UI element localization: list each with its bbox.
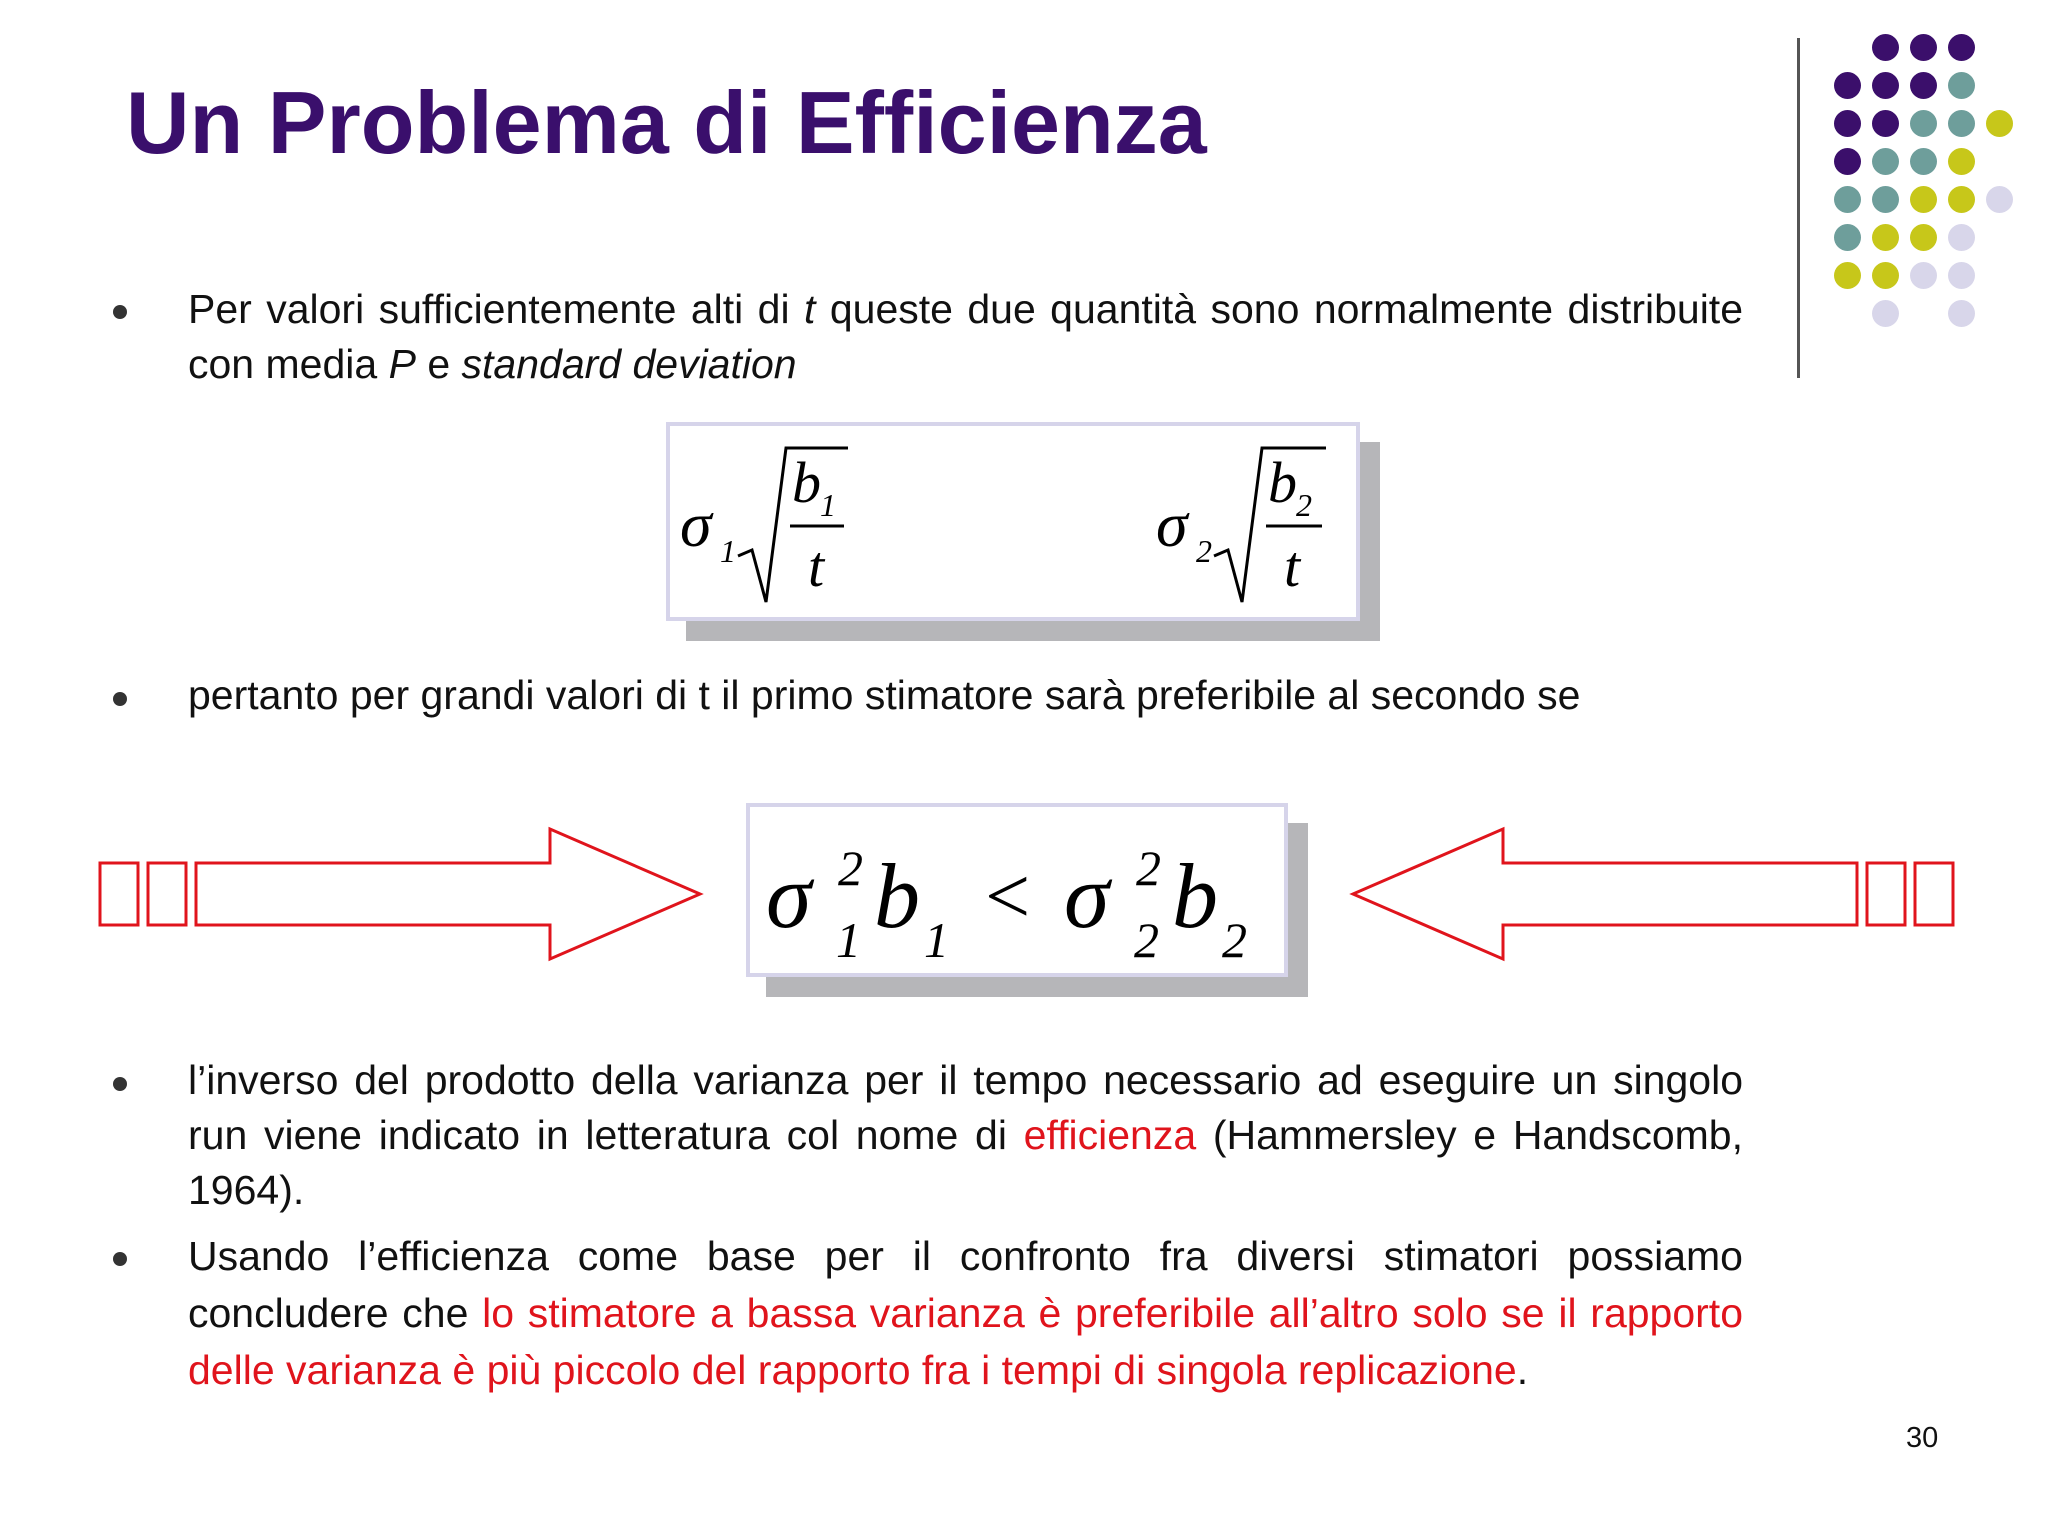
page-number: 30 <box>1906 1422 1939 1454</box>
sigma-superscript: 2 <box>1136 840 1161 896</box>
bullet-marker <box>113 305 127 319</box>
italic-text: standard deviation <box>461 341 797 387</box>
less-than-operator: < <box>980 853 1034 941</box>
decorative-dot <box>1948 262 1975 289</box>
highlighted-text: lo stimatore a bassa varianza è preferibile all’altro solo se il rapporto delle varianza è più piccolo del rapporto fra i tempi di singola replicazione <box>188 1290 1743 1393</box>
decorative-dot <box>1910 72 1937 99</box>
bullet-text <box>188 668 1743 723</box>
bullet-text <box>188 1228 1743 1399</box>
decorative-dot <box>1872 300 1899 327</box>
b-subscript: 2 <box>1222 912 1247 968</box>
text-run: e <box>415 341 462 387</box>
text-run: pertanto per grandi valori di t il primo stimatore sarà preferibile al secondo se <box>188 672 1581 718</box>
decorative-dot <box>1910 224 1937 251</box>
text-run: . <box>1516 1347 1529 1393</box>
decorative-dot <box>1910 148 1937 175</box>
decorative-dot <box>1910 110 1937 137</box>
formula-box-std-dev <box>666 422 1360 621</box>
sigma-subscript: 2 <box>1134 912 1159 968</box>
fraction-numerator-b: b <box>1268 450 1297 515</box>
decorative-dot <box>1872 262 1899 289</box>
sigma-symbol: σ <box>680 489 712 560</box>
sigma-superscript: 2 <box>838 840 863 896</box>
decorative-dot <box>1948 300 1975 327</box>
fraction-denominator-t: t <box>1284 534 1301 599</box>
italic-text: P <box>388 341 416 387</box>
decorative-dot <box>1948 186 1975 213</box>
formula-std-dev-svg <box>670 426 1356 617</box>
highlighted-text: efficienza <box>1023 1112 1197 1158</box>
sigma-symbol: σ <box>1156 489 1188 560</box>
text-run: Usando l’efficienza come base per il confronto fra diversi stimatori possiamo concludere che <box>188 1233 1743 1336</box>
decorative-dot <box>1910 186 1937 213</box>
bullet-text <box>188 282 1743 392</box>
fraction-numerator-b: b <box>792 450 821 515</box>
slide-title: Un Problema di Efficienza <box>126 73 1207 172</box>
formula-efficiency-svg <box>750 807 1284 973</box>
decorative-dot <box>1948 34 1975 61</box>
italic-text: t <box>804 286 816 332</box>
b-subscript: 1 <box>820 487 836 523</box>
text-run: (Hammersley e Handscomb, 1964). <box>188 1112 1743 1213</box>
arrow-left-icon <box>1343 825 1957 975</box>
bullet-marker <box>113 692 127 706</box>
decorative-dot <box>1910 262 1937 289</box>
b-subscript: 2 <box>1296 487 1312 523</box>
title-divider <box>1797 38 1800 378</box>
text-run: Per valori sufficientemente alti di <box>188 286 805 332</box>
b-symbol: b <box>874 845 920 947</box>
decorative-dot <box>1872 186 1899 213</box>
decorative-dot <box>1834 72 1861 99</box>
decorative-dot <box>1948 110 1975 137</box>
decorative-dot <box>1948 148 1975 175</box>
text-run: queste due quantità sono normalmente distribuite con media <box>188 286 1743 387</box>
text-run: l’inverso del prodotto della varianza per il tempo necessario ad eseguire un singolo run viene indicato in letteratura col nome di <box>188 1057 1743 1158</box>
decorative-dot <box>1872 224 1899 251</box>
bullet-text <box>188 1053 1743 1218</box>
decorative-dot <box>1872 72 1899 99</box>
sigma-subscript: 1 <box>836 912 861 968</box>
decorative-dot <box>1834 224 1861 251</box>
decorative-dot <box>1872 148 1899 175</box>
sigma-symbol: σ <box>766 845 812 947</box>
decorative-dot <box>1834 110 1861 137</box>
b-subscript: 1 <box>924 912 949 968</box>
decorative-dot <box>1986 110 2013 137</box>
decorative-dot <box>1872 34 1899 61</box>
decorative-dot <box>1986 186 2013 213</box>
decorative-dot <box>1834 186 1861 213</box>
bullet-marker <box>113 1077 127 1091</box>
decorative-dot <box>1872 110 1899 137</box>
decorative-dot <box>1910 34 1937 61</box>
formula-box-efficiency-condition <box>746 803 1288 977</box>
arrow-right-icon <box>96 825 710 975</box>
sigma-subscript: 1 <box>720 533 736 569</box>
decorative-dot <box>1948 72 1975 99</box>
sigma-subscript: 2 <box>1196 533 1212 569</box>
decorative-dot <box>1834 262 1861 289</box>
decorative-dot <box>1834 148 1861 175</box>
sigma-symbol: σ <box>1064 845 1110 947</box>
bullet-marker <box>113 1252 127 1266</box>
b-symbol: b <box>1172 845 1218 947</box>
fraction-denominator-t: t <box>808 534 825 599</box>
decorative-dot <box>1948 224 1975 251</box>
